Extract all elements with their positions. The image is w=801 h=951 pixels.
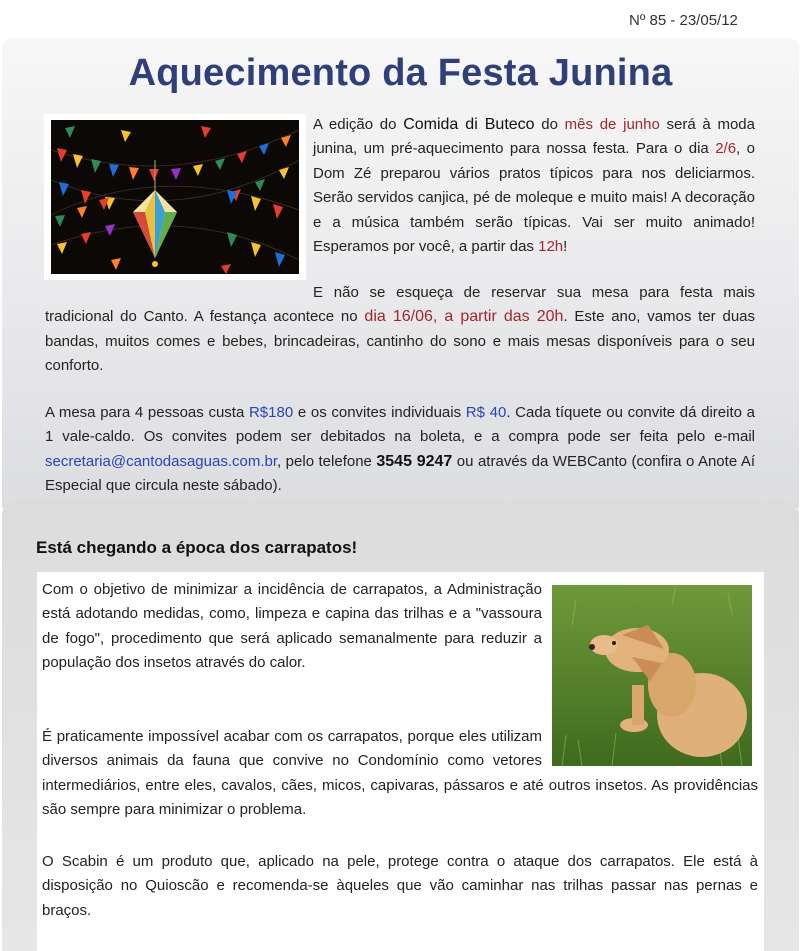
table-price: R$180 [248,404,294,421]
carrapatos-paragraph-1: Com o objetivo de minimizar a incidência de carrapatos, a Administração está adotando medidas, como, limpeza e capina das trilhas e a "vassoura de fogo", procedimento que será aplicado semanalmente para reduzir a população dos insetos através do calor. [42,581,542,672]
festa-paragraph-3: A mesa para 4 pessoas custa R$180 e os convites individuais R$ 40. Cada tíquete ou convite dá direito a 1 vale-caldo. Os convites podem ser debitados na boleta, e a compra pode ser feita pelo e-mail secretaria@cantodasaguas.com.br, pelo telefone 3545 9247 ou através da WEBCanto (confira o Anote Aí Especial que circula neste sábado). [45,404,755,495]
page-title: Aquecimento da Festa Junina [128,52,673,94]
issue-number: Nº 85 - 23/05/12 [629,12,738,29]
carrapatos-paragraph-3: O Scabin é um produto que, aplicado na pele, protege contra o ataque dos carrapatos. Ele está à disposição no Quioscão e recomenda-se àqueles que vão caminhar nas trilhas passar nas pernas e braços. [42,853,758,919]
festa-photo-frame [44,114,306,280]
festa-paragraph-2: E não se esqueça de reservar sua mesa para festa mais tradicional do Canto. A festança acontece no dia 16/06, a partir das 20h. Este ano, vamos ter duas bandas, muitos comes e bebes, brincadeiras, cantinho do sono e mais mesas disponíveis para o seu conforto. [45,284,755,375]
time-highlight: 12h [538,238,564,256]
carrapatos-paragraph-2 [42,725,758,823]
month-highlight: mês de junho [564,116,660,133]
ticket-price: R$ 40 [465,404,507,421]
festa-date-highlight: dia 16/06, a partir das 20h [364,308,564,326]
date-highlight: 2/6 [715,140,737,158]
festa-junina-photo [51,120,299,274]
festa-paragraph-1: A edição do Comida di Buteco do mês de junho será à moda junina, um pré-aquecimento para nossa festa. Para o dia 2/6, o Dom Zé preparou vários pratos típicos para nos deliciarmos. Serão servidos canjica, pé de moleque e muito mais! A decoração e a música também serão típicas. Vai ser muito animado! Esperamos por você, a partir das 12h! [313,116,755,256]
carrapatos-p2-text: É praticamente impossível acabar com os carrapatos, porque eles utilizam diversos animais da fauna que convive no Condomínio como vetores intermediários, entre eles, cavalos, cães, micos, capivaras, pássaros e até outros insetos. As providências são sempre para minimizar o problema. [42,728,758,819]
phone-number: 3545 9247 [376,452,453,470]
comida-di-buteco-label: Comida di Buteco [403,116,535,133]
carrapatos-heading: Está chegando a época dos carrapatos! [36,538,358,557]
email-link[interactable]: secretaria@cantodasaguas.com.br [45,452,278,470]
